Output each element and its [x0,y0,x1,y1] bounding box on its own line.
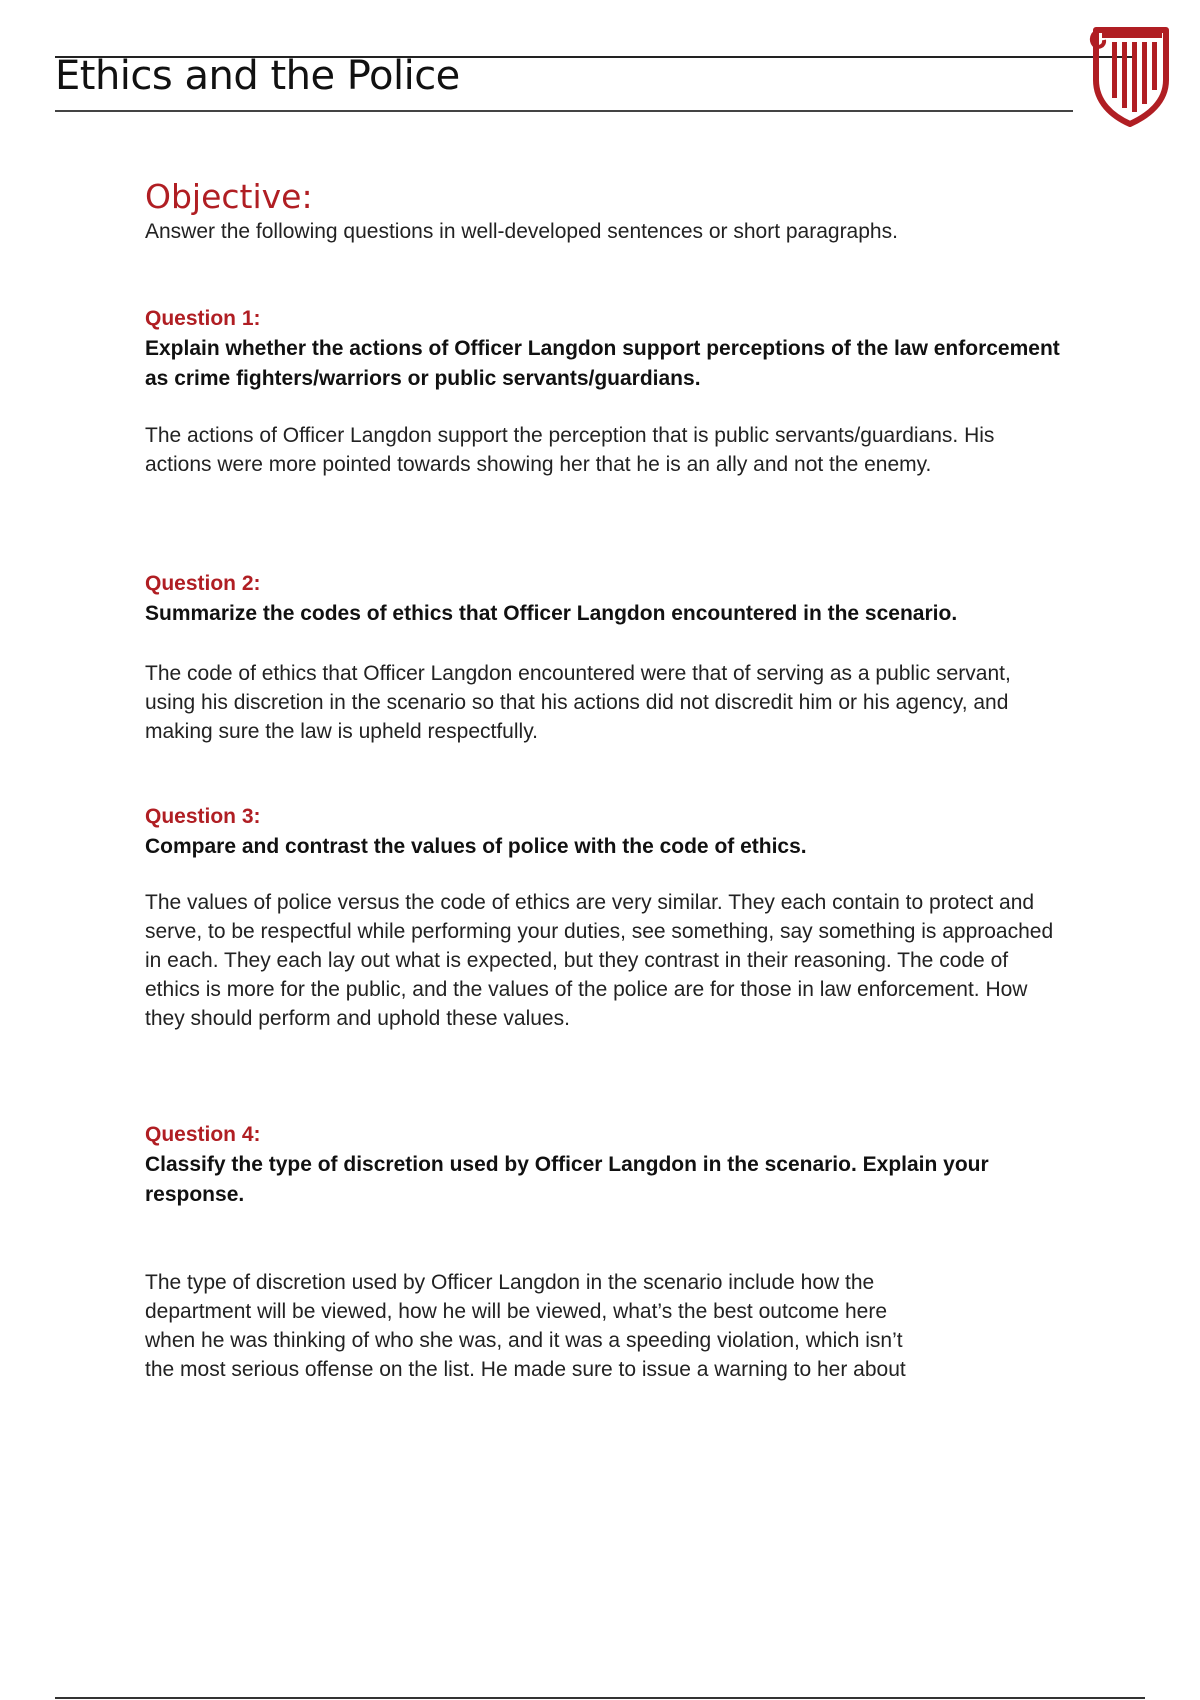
question-3-label: Question 3: [145,805,261,828]
question-4 [145,1120,1065,1384]
question-2-answer: The code of ethics that Officer Langdon encountered were that of serving as a public servant, using his discretion in the scenario so that his actions did not discredit him or his agency, and making sure the law is upheld respectfully. [145,662,1011,743]
question-4-label: Question 4: [145,1123,261,1146]
question-4-prompt: Classify the type of discretion used by Officer Langdon in the scenario. Explain your response. [145,1153,989,1206]
objective-heading: Objective: [145,177,313,216]
question-2-label: Question 2: [145,572,261,595]
question-3-answer: The values of police versus the code of ethics are very similar. They each contain to protect and serve, to be respectful while performing your duties, see something, say something is approached in each. They each lay out what is expected, but they contrast in their reasoning. The code of ethics is more for the public, and the values of the police are for those in law enforcement. How they should perform and uphold these values. [145,891,1054,1030]
document-title: Ethics and the Police [55,53,460,99]
question-2 [145,569,1065,746]
question-1-answer: The actions of Officer Langdon support the perception that is public servants/guardians. His actions were more pointed towards showing her that he is an ally and not the enemy. [145,424,995,476]
question-1-prompt: Explain whether the actions of Officer Langdon support perceptions of the law enforcement as crime fighters/warriors or public servants/guardians. [145,337,1060,390]
question-4-answer: The type of discretion used by Officer Langdon in the scenario include how the department will be viewed, how he will be viewed, what’s the best outcome here when he was thinking of who she was, and it was a speeding violation, which isn’t the most serious offense on the list. He made sure to issue a warning to her about [145,1271,906,1381]
column-shield-logo-icon [1088,18,1172,128]
question-1 [145,304,1065,479]
question-1-label: Question 1: [145,307,261,330]
header-bottom-rule [55,110,1073,112]
objective-text: Answer the following questions in well-developed sentences or short paragraphs. [145,220,898,243]
document-body [145,176,1065,1384]
question-3 [145,802,1065,1033]
question-3-prompt: Compare and contrast the values of police with the code of ethics. [145,835,807,858]
footer-rule [55,1697,1145,1699]
question-2-prompt: Summarize the codes of ethics that Officer Langdon encountered in the scenario. [145,602,958,625]
